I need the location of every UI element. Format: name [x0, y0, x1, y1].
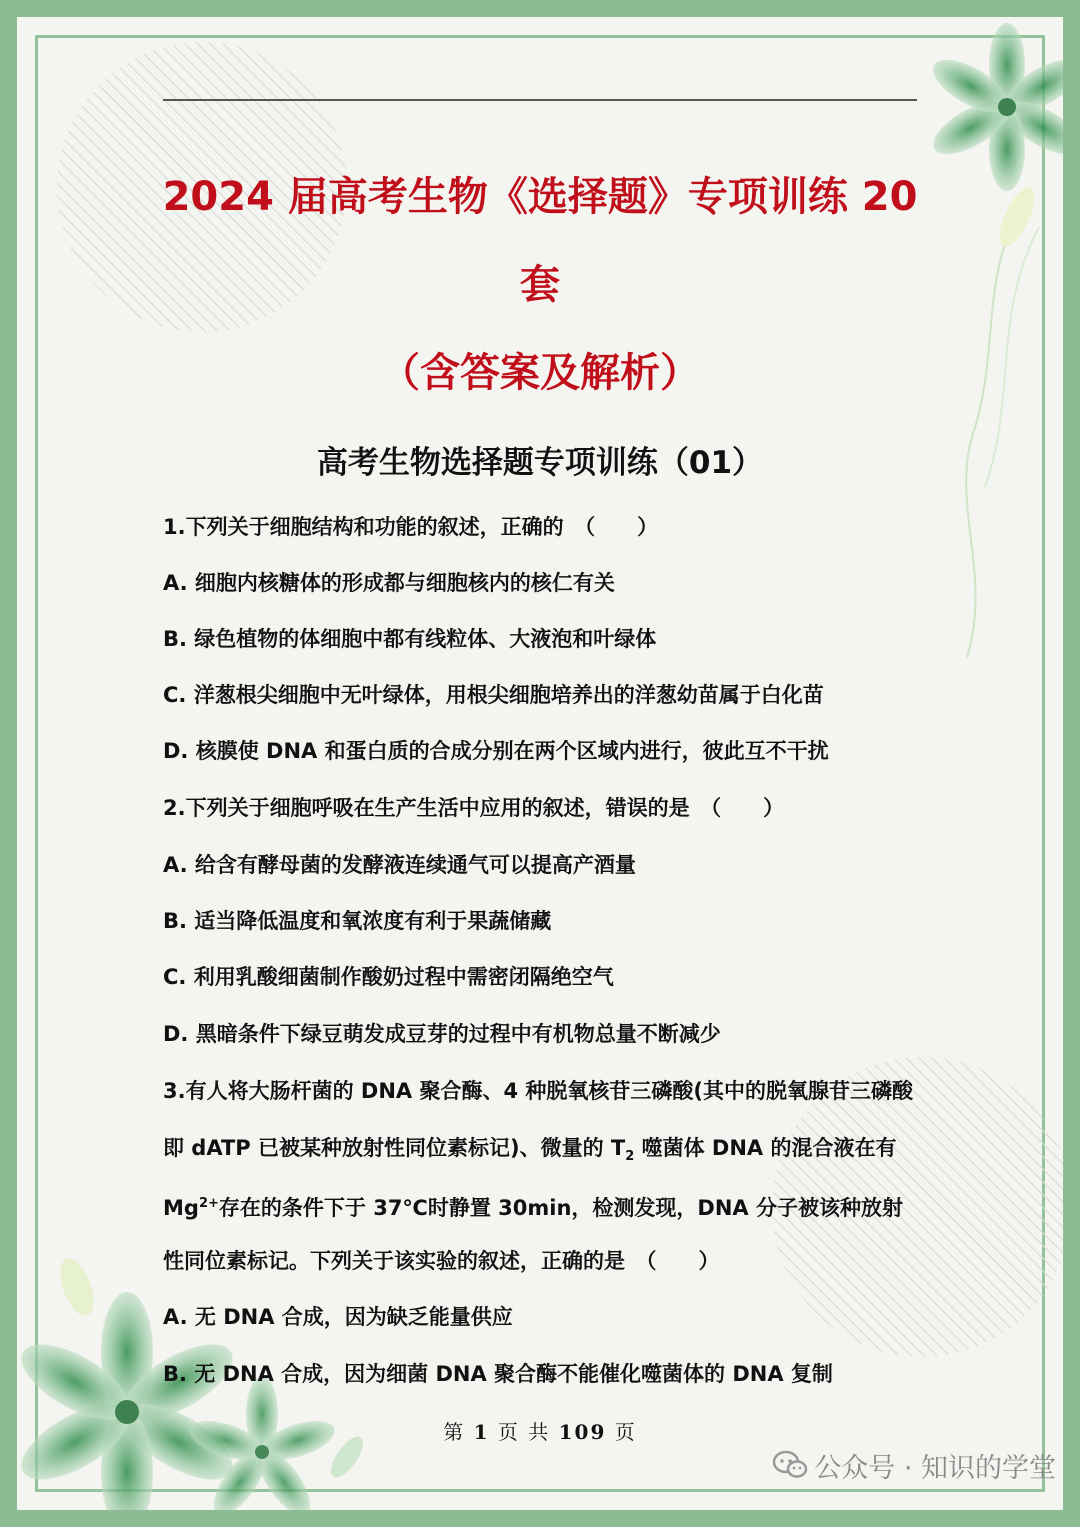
- wechat-icon: [772, 1450, 808, 1480]
- question-1-stem: 1.下列关于细胞结构和功能的叙述，正确的 （ ）: [163, 515, 659, 539]
- question-3-stem-line-2: [163, 1133, 943, 1172]
- watermark-text: 公众号 · 知识的学堂: [814, 1452, 1056, 1484]
- footer-total: 109: [558, 1420, 607, 1444]
- question-1-option-b: B. 绿色植物的体细胞中都有线粒体、大液泡和叶绿体: [163, 627, 657, 651]
- question-3-stem-line-3: [163, 1189, 943, 1223]
- q3-line2-text-b: 噬菌体 DNA 的混合液在有: [634, 1136, 897, 1160]
- question-2-option-c: C. 利用乳酸细菌制作酸奶过程中需密闭隔绝空气: [163, 965, 614, 989]
- question-3-stem-line-1: 3.有人将大肠杆菌的 DNA 聚合酶、4 种脱氧核苷三磷酸(其中的脱氧腺苷三磷酸: [163, 1079, 913, 1103]
- question-3-option-b: B. 无 DNA 合成，因为细菌 DNA 聚合酶不能催化噬菌体的 DNA 复制: [163, 1362, 833, 1386]
- document-title-line-3: （含答案及解析）: [380, 350, 700, 396]
- question-3-option-a: A. 无 DNA 合成，因为缺乏能量供应: [163, 1305, 513, 1329]
- q3-line2-text-a: 即 dATP 已被某种放射性同位素标记)、微量的 T: [163, 1136, 626, 1160]
- question-2-stem: 2.下列关于细胞呼吸在生产生活中应用的叙述，错误的是 （ ）: [163, 796, 785, 820]
- footer-page: 1: [473, 1420, 490, 1444]
- page-number-footer: [17, 1416, 1063, 1445]
- document-page: [17, 17, 1063, 1510]
- top-rule: [163, 99, 917, 101]
- footer-mid: 页 共: [489, 1420, 559, 1444]
- question-2-option-b: B. 适当降低温度和氧浓度有利于果蔬储藏: [163, 909, 552, 933]
- question-1-option-c: C. 洋葱根尖细胞中无叶绿体，用根尖细胞培养出的洋葱幼苗属于白化苗: [163, 683, 824, 707]
- section-title: 高考生物选择题专项训练（01）: [316, 445, 764, 481]
- question-2-option-d: D. 黑暗条件下绿豆萌发成豆芽的过程中有机物总量不断减少: [163, 1022, 721, 1046]
- question-1-option-d: D. 核膜使 DNA 和蛋白质的合成分别在两个区域内进行，彼此互不干扰: [163, 739, 829, 763]
- account-watermark: [772, 1447, 1056, 1483]
- document-title-line-1: 2024 届高考生物《选择题》专项训练 20: [162, 174, 918, 220]
- q3-subscript: 2: [625, 1149, 635, 1165]
- q3-line3-text-a: Mg: [163, 1196, 199, 1220]
- question-2-option-a: A. 给含有酵母菌的发酵液连续通气可以提高产酒量: [163, 853, 636, 877]
- q3-line3-text-b: 存在的条件下于 37℃时静置 30min，检测发现，DNA 分子被该种放射: [218, 1196, 903, 1220]
- footer-pre: 第: [443, 1420, 474, 1444]
- q3-superscript: 2+: [198, 1196, 219, 1211]
- question-3-stem-line-4: 性同位素标记。下列关于该实验的叙述，正确的是 （ ）: [163, 1249, 720, 1273]
- footer-post: 页: [606, 1420, 637, 1444]
- question-1-option-a: A. 细胞内核糖体的形成都与细胞核内的核仁有关: [163, 571, 615, 595]
- document-title-line-2: 套: [520, 262, 560, 308]
